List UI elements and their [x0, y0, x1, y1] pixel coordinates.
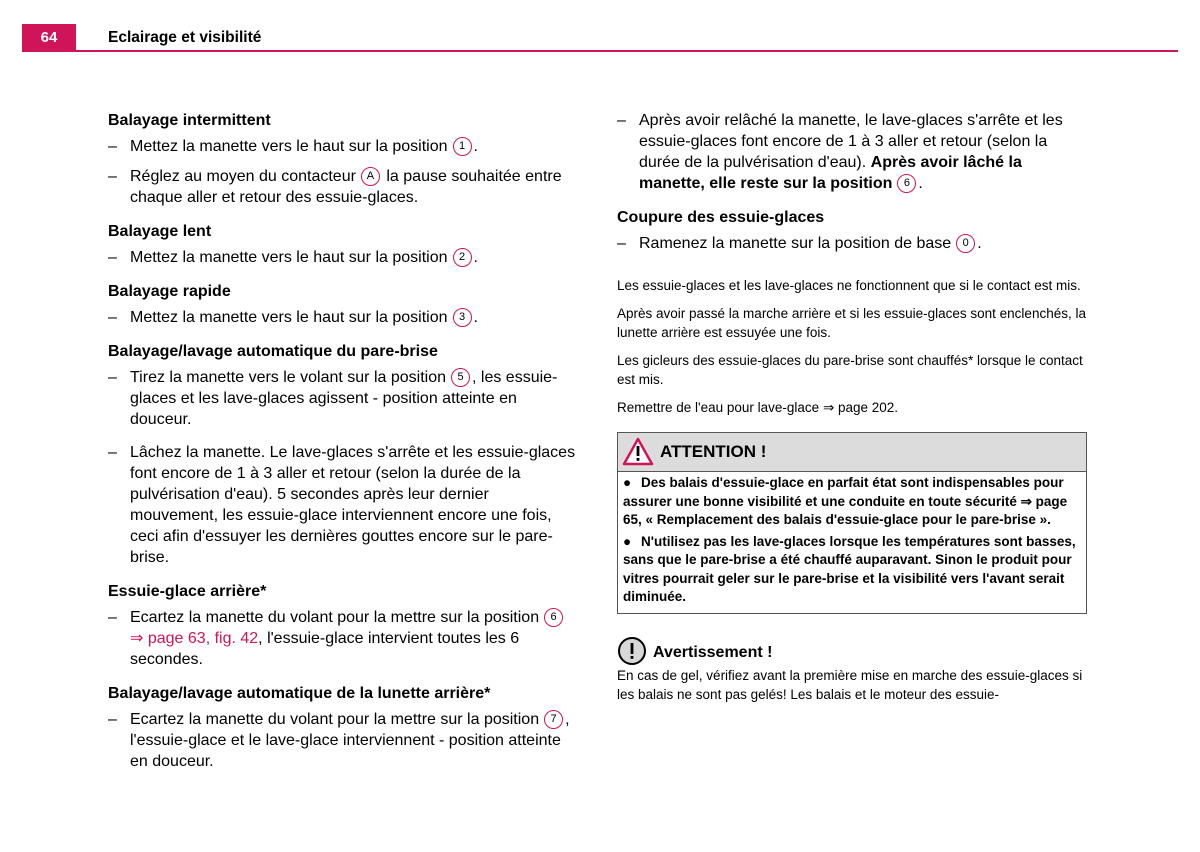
bullet-icon: ●: [623, 475, 632, 490]
attention-box: [617, 432, 1087, 614]
position-number-badge: 3: [453, 308, 472, 327]
section-heading: Coupure des essuie-glaces: [617, 209, 825, 226]
notice-title: Avertissement !: [653, 643, 773, 661]
chapter-title: Eclairage et visibilité: [108, 29, 262, 46]
list-item: – Mettez la manette vers le haut sur la position 3 .: [108, 309, 478, 326]
attention-item: ● Des balais d'essuie-glace en parfait état sont indispensables pour assurer une bonne visibilité et une conduite en toute sécurité ⇒ page 65, « Remplacement des balais d'essuie-glace pour le pare-brise ».: [623, 475, 1068, 527]
position-number-badge: 7: [544, 710, 563, 729]
attention-title: ATTENTION !: [660, 442, 767, 461]
section-heading: Balayage/lavage automatique du pare-brise: [108, 343, 438, 360]
list-item: – Ecartez la manette du volant pour la mettre sur la position 7 , l'essuie-glace et le lave-glace interviennent - position atteinte en douceur.: [108, 711, 570, 770]
page-reference-link[interactable]: ⇒ page 63, fig. 42: [130, 630, 259, 647]
attention-header: [618, 433, 1086, 472]
position-number-badge: 5: [451, 368, 470, 387]
section-heading: Balayage intermittent: [108, 112, 271, 129]
list-item: – Réglez au moyen du contacteur A la pause souhaitée entre chaque aller et retour des essuie-glaces.: [108, 168, 562, 206]
info-paragraph: Après avoir passé la marche arrière et si les essuie-glaces sont enclenchés, la lunette arrière est essuyée une fois.: [617, 306, 1086, 340]
section-heading: Balayage/lavage automatique de la lunette arrière*: [108, 685, 491, 702]
list-item: – Mettez la manette vers le haut sur la position 1 .: [108, 138, 478, 155]
right-column: [617, 110, 1087, 704]
exclamation-circle-icon: [617, 636, 647, 666]
left-column: [108, 110, 580, 772]
list-item: – Ramenez la manette sur la position de base 0 .: [617, 235, 982, 252]
position-number-badge: 6: [544, 608, 563, 627]
attention-item: ● N'utilisez pas les lave-glaces lorsque les températures sont basses, sans que le pare-brise a été chauffé auparavant. Sinon le produit pour vitres pourrait geler sur le pare-brise et la visibilité vers l'avant serait diminuée.: [623, 533, 1076, 604]
notice-text: En cas de gel, vérifiez avant la première mise en marche des essuie-glaces si les balais ne sont pas gelés! Les balais et le moteur des essuie-: [617, 667, 1083, 702]
list-item: – Après avoir relâché la manette, le lave-glaces s'arrête et les essuie-glaces font encore de 1 à 3 aller et retour (selon la durée de la pulvérisation d'eau). Après avoir lâché la manette, elle reste sur la position 6 .: [617, 112, 1063, 192]
info-paragraph: Remettre de l'eau pour lave-glace ⇒ page 202.: [617, 400, 899, 415]
info-paragraph: Les gicleurs des essuie-glaces du pare-brise sont chauffés* lorsque le contact est mis.: [617, 353, 1083, 387]
position-number-badge: 6: [897, 174, 916, 193]
page-number: 64: [22, 24, 76, 50]
section-heading: Balayage rapide: [108, 283, 231, 300]
attention-body: [618, 472, 1086, 613]
list-item: – Mettez la manette vers le haut sur la position 2 .: [108, 249, 478, 266]
control-letter-badge: A: [361, 167, 380, 186]
warning-triangle-icon: [622, 437, 654, 466]
position-number-badge: 1: [453, 137, 472, 156]
position-number-badge: 2: [453, 248, 472, 267]
info-paragraph: Les essuie-glaces et les lave-glaces ne fonctionnent que si le contact est mis.: [617, 278, 1081, 293]
section-heading: Essuie-glace arrière*: [108, 583, 267, 600]
list-item: – Tirez la manette vers le volant sur la position 5 , les essuie-glaces et les lave-glaces agissent - position atteinte en douceur.: [108, 369, 558, 428]
list-item: – Ecartez la manette du volant pour la mettre sur la position 6 ⇒ page 63, fig. 42, l'essuie-glace intervient toutes les 6 secondes.: [108, 607, 580, 670]
section-heading: Balayage lent: [108, 223, 212, 240]
page-header: [22, 24, 1178, 52]
position-number-badge: 0: [956, 234, 975, 253]
bullet-icon: ●: [623, 533, 632, 549]
notice-header: [617, 636, 1087, 666]
list-item: – Lâchez la manette. Le lave-glaces s'arrête et les essuie-glaces font encore de 1 à 3 aller et retour (selon la durée de la pulvérisation d'eau). 5 secondes après leur dernier mouvement, les essuie-glace interviennent encore une fois, ceci afin d'essuyer les dernières gouttes encore sur le pare-brise.: [108, 444, 576, 566]
